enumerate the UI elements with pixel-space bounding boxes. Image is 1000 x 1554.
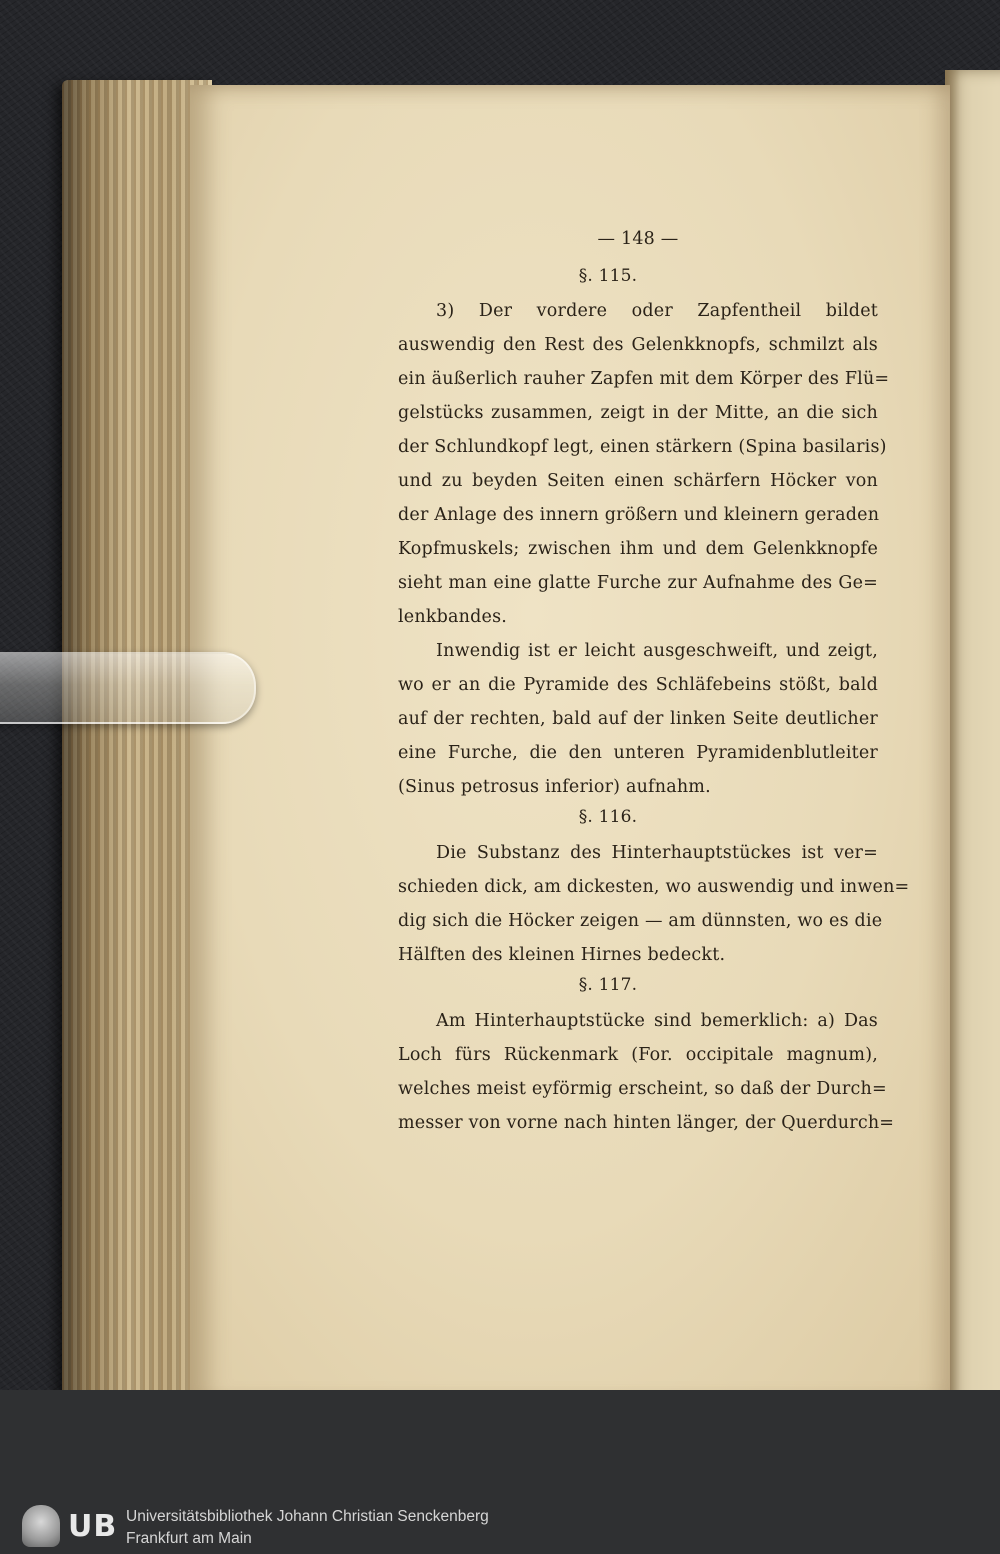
section-heading-115: §. 115. [578,266,638,286]
text-line-7: der Anlage des innern größern und kleinern geraden [398,505,880,525]
page-number: — 148 — [597,229,679,249]
text-line-8: Kopfmuskels; zwischen ihm und dem Gelenkknopfe [398,539,878,559]
text-line-3: ein äußerlich rauher Zapfen mit dem Körper des Flü= [398,369,890,389]
text-line-20: Hälften des kleinen Hirnes bedeckt. [398,945,726,965]
facing-page-edge [945,70,1000,1410]
section-heading-117: §. 117. [578,975,638,995]
text-line-17: Die Substanz des Hinterhauptstückes ist ver= [436,843,878,863]
text-line-18: schieden dick, am dickesten, wo auswendig und inwen= [398,877,910,897]
portrait-icon [22,1505,60,1547]
text-line-2: auswendig den Rest des Gelenkknopfs, schmilzt als [398,335,878,355]
text-line-1: 3) Der vordere oder Zapfentheil bildet [436,301,878,321]
institution-name: Universitätsbibliothek Johann Christian Senckenberg [126,1508,489,1525]
text-line-5: der Schlundkopf legt, einen stärkern (Spina basilaris) [398,437,887,457]
text-line-23: Loch fürs Rückenmark (For. occipitale magnum), [398,1045,878,1065]
text-line-4: gelstücks zusammen, zeigt in der Mitte, an die sich [398,403,878,423]
text-line-13: auf der rechten, bald auf der linken Seite deutlicher [398,709,878,729]
text-line-12: wo er an die Pyramide des Schläfebeins stößt, bald [398,675,878,695]
text-line-6: und zu beyden Seiten einen schärfern Höcker von [398,471,878,491]
text-line-19: dig sich die Höcker zeigen — am dünnsten, wo es die [398,911,883,931]
logo-text: UB [68,1508,118,1544]
page-clip [0,652,256,724]
text-line-10: lenkbandes. [398,607,508,627]
text-line-15: (Sinus petrosus inferior) aufnahm. [398,777,711,797]
institution-city: Frankfurt am Main [126,1530,252,1547]
text-line-24: welches meist eyförmig erscheint, so daß der Durch= [398,1079,887,1099]
text-line-9: sieht man eine glatte Furche zur Aufnahme des Ge= [398,573,878,593]
library-logo [22,1503,120,1549]
text-line-11: Inwendig ist er leicht ausgeschweift, und zeigt, [436,641,878,661]
text-line-22: Am Hinterhauptstücke sind bemerklich: a) Das [436,1011,878,1031]
text-line-25: messer von vorne nach hinten länger, der Querdurch= [398,1113,895,1133]
text-line-14: eine Furche, die den unteren Pyramidenblutleiter [398,743,878,763]
section-heading-116: §. 116. [578,807,638,827]
